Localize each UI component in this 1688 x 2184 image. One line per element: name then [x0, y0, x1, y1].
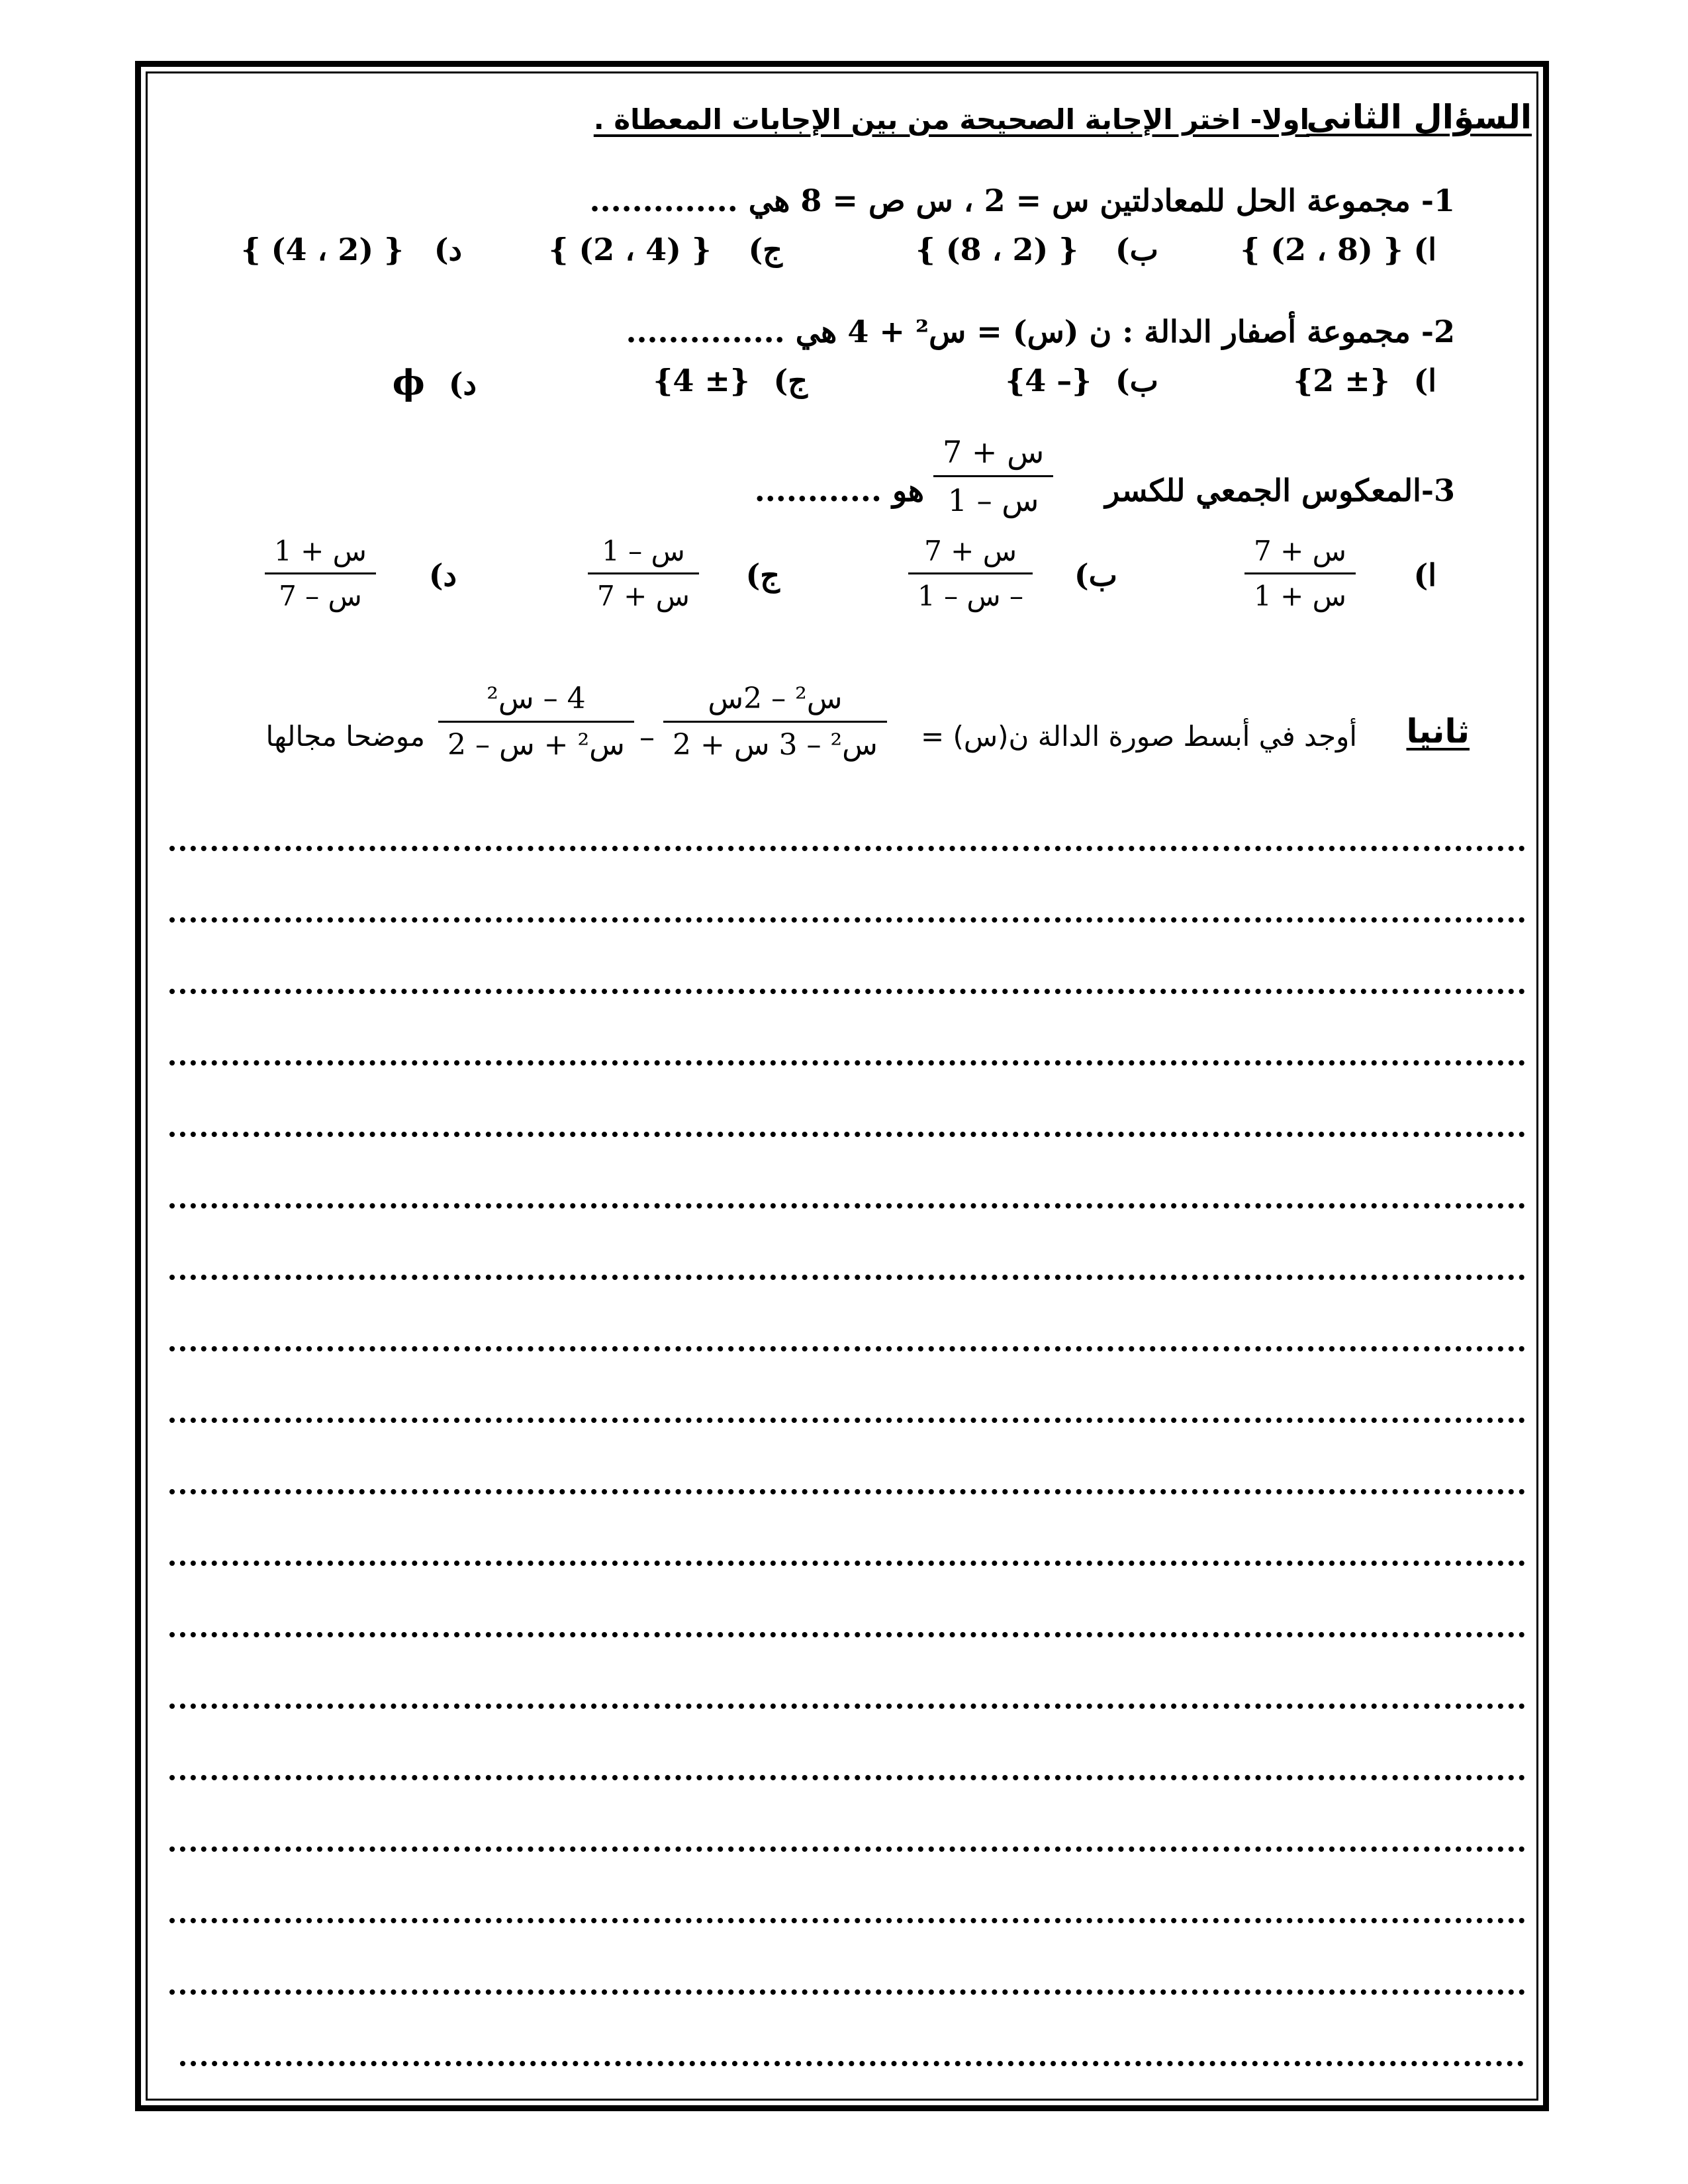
answer-line	[169, 1132, 1525, 1137]
fraction-denominator: س – 1	[947, 482, 1039, 518]
option-letter: ب)	[1115, 363, 1158, 398]
answer-line	[169, 1275, 1525, 1280]
option-value: ϕ	[392, 363, 425, 403]
fraction-denominator: – س – 1	[917, 580, 1024, 612]
answer-line	[180, 2061, 1524, 2066]
fraction-numerator: س + 7	[1254, 535, 1346, 567]
q3-option-c-letter: ج)	[745, 557, 780, 593]
answer-line	[169, 1489, 1525, 1494]
q3-stem-suffix: هو ............	[754, 473, 924, 508]
option-value: {± 4}	[653, 363, 750, 398]
part2-tail: موضحا مجالها	[265, 720, 425, 752]
q3-stem-prefix: 3-المعكوس الجمعي للكسر	[1105, 473, 1455, 508]
answer-line	[169, 1775, 1525, 1780]
option-letter: ب)	[1115, 232, 1158, 267]
part2-text: أوجد في أبسط صورة الدالة ن(س) =	[920, 720, 1357, 752]
q3-option-a-letter: ا)	[1413, 557, 1436, 593]
q1-option-b	[915, 232, 1158, 267]
fraction-numerator: س + 7	[924, 535, 1017, 567]
q2-option-c	[653, 363, 808, 398]
fraction-numerator: س + 1	[274, 535, 367, 567]
answer-line	[169, 1704, 1525, 1709]
answer-line	[169, 846, 1525, 851]
option-value: { (2 ، 8) }	[915, 232, 1078, 267]
option-value: {– 4}	[1005, 363, 1092, 398]
option-letter: ج)	[748, 232, 782, 267]
fraction-numerator: س + 7	[943, 434, 1045, 470]
answer-line	[169, 1060, 1525, 1066]
part2-label: ثانيا	[1406, 712, 1470, 751]
fraction-numerator: س – 1	[602, 535, 685, 567]
fraction-numerator: 4 – س²	[487, 682, 586, 715]
fraction-denominator: س² – 3 س + 2	[673, 728, 878, 762]
instruction-text: اولا- اختر الإجابة الصحيحة من بين الإجابات المعطاة .	[593, 103, 1309, 136]
q1-option-a	[1241, 232, 1436, 267]
answer-line	[169, 1989, 1525, 1995]
answer-line	[169, 917, 1525, 923]
option-value: { (4 ، 2) }	[548, 232, 712, 267]
answer-line	[169, 1418, 1525, 1423]
q3-option-d-fraction	[265, 535, 376, 612]
fraction-denominator: س – 7	[279, 580, 362, 612]
answer-line	[169, 1203, 1525, 1208]
option-value: { (2 ، 4) }	[241, 232, 404, 267]
answer-line	[169, 989, 1525, 994]
q2-option-a	[1293, 363, 1436, 398]
part2-fraction-2	[438, 682, 634, 762]
answer-line	[169, 1561, 1525, 1566]
q1-option-c	[549, 232, 782, 267]
option-letter: ج)	[773, 363, 808, 398]
q2-option-d	[393, 363, 477, 403]
fraction-denominator: س + 1	[1254, 580, 1346, 612]
q2-option-b	[1006, 363, 1158, 398]
q3-option-b-fraction	[908, 535, 1033, 612]
fraction-numerator: س² – 2س	[708, 682, 843, 715]
q3-option-d-letter: د)	[428, 557, 457, 593]
q3-option-a-fraction	[1244, 535, 1356, 612]
q1-stem: 1- مجموعة الحل للمعادلتين س = 2 ، س ص = 8 هي ..............	[589, 183, 1455, 218]
fraction-denominator: س² + س – 2	[447, 728, 625, 762]
q2-stem: 2- مجموعة أصفار الدالة : ن (س) = س² + 4 هي ...............	[626, 314, 1455, 349]
option-value: { (8 ، 2) }	[1240, 232, 1403, 267]
answer-line	[169, 1918, 1525, 1923]
option-value: {± 2}	[1293, 363, 1390, 398]
option-letter: ا)	[1413, 363, 1436, 398]
option-letter: د)	[448, 366, 477, 402]
q3-option-b-letter: ب)	[1074, 557, 1117, 593]
fraction-denominator: س + 7	[597, 580, 690, 612]
answer-line	[169, 1846, 1525, 1852]
answer-line	[169, 1632, 1525, 1637]
q1-option-d	[241, 232, 462, 267]
question-label: السؤال الثانى	[1306, 98, 1532, 136]
option-letter: ا)	[1413, 232, 1436, 267]
option-letter: د)	[434, 232, 462, 267]
q3-option-c-fraction	[588, 535, 699, 612]
part2-minus: –	[639, 719, 655, 754]
part2-fraction-1	[663, 682, 887, 762]
q3-main-fraction	[933, 434, 1053, 518]
answer-line	[169, 1346, 1525, 1351]
